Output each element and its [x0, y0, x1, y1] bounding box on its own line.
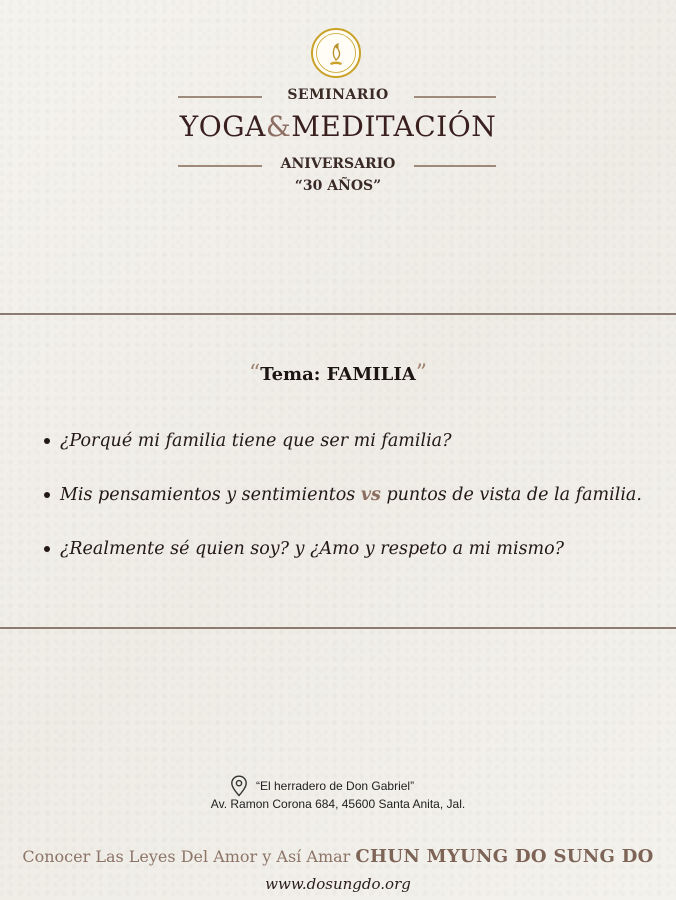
- website-link[interactable]: www.dosungdo.org: [265, 875, 411, 893]
- question-list: [44, 428, 664, 590]
- location-pin-icon: [230, 775, 248, 797]
- list-item: [44, 536, 664, 590]
- aniversario-label: ANIVERSARIO: [280, 156, 396, 172]
- topic-open-quote: “: [249, 361, 261, 386]
- question-text: ¿Porqué mi familia tiene que ser mi familia?: [60, 431, 452, 451]
- footer-tagline: Conocer Las Leyes Del Amor y Así Amar: [22, 847, 351, 866]
- topic-heading: [0, 361, 676, 386]
- title-part1: YOGA: [179, 110, 266, 143]
- topic-text: Tema: FAMILIA: [260, 364, 416, 385]
- question-text: ¿Realmente sé quien soy? y ¿Amo y respeto a mi mismo?: [60, 539, 565, 559]
- anos-label: “30 AÑOS”: [294, 178, 382, 194]
- title-ampersand: &: [265, 110, 292, 143]
- emblem-seal-icon: [310, 27, 362, 79]
- footer-tagline-row: [0, 846, 676, 867]
- topic-close-quote: ”: [415, 361, 427, 386]
- question-vs: vs: [360, 485, 381, 505]
- list-item: [44, 482, 664, 536]
- page-title: [0, 110, 676, 143]
- title-part2: MEDITACIÓN: [291, 110, 497, 143]
- venue-name: “El herradero de Don Gabriel”: [256, 779, 415, 793]
- question-text-after: puntos de vista de la familia.: [380, 485, 642, 505]
- question-text: Mis pensamientos y sentimientos: [60, 485, 361, 505]
- section-divider-bottom: [0, 627, 676, 629]
- venue-address: Av. Ramon Corona 684, 45600 Santa Anita, Jal.: [210, 797, 466, 811]
- seminario-label: SEMINARIO: [287, 87, 389, 103]
- footer-brand: CHUN MYUNG DO SUNG DO: [355, 846, 654, 867]
- list-item: [44, 428, 664, 482]
- section-divider-top: [0, 313, 676, 315]
